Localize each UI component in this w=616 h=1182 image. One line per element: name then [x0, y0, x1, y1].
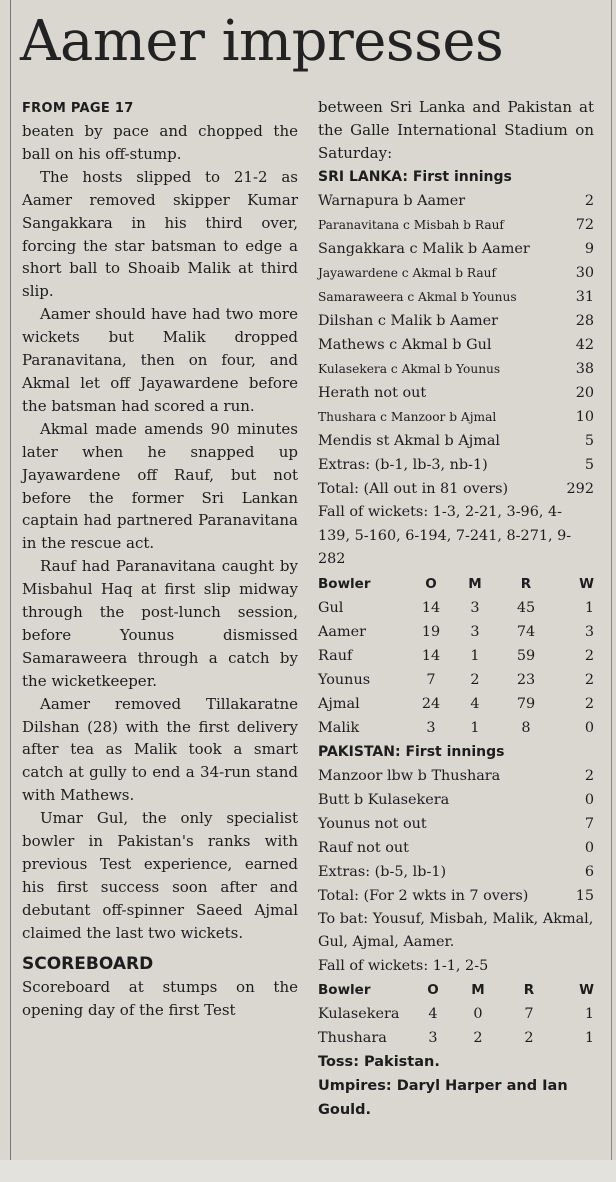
paragraph: Aamer should have had two more wickets but Malik dropped Paranavitana, then on four, and Akmal let off Jayawardene before the batsman had scored a run.	[22, 305, 298, 415]
wickets: 2	[584, 695, 594, 712]
batting-row	[318, 429, 594, 453]
overs: 19	[421, 623, 441, 640]
batsman-dismissal: Dilshan c Malik b Aamer	[318, 313, 499, 329]
bowling-header	[318, 978, 594, 1002]
batsman-dismissal: Manzoor lbw b Thushara	[318, 767, 501, 784]
col-maidens: M	[471, 982, 485, 998]
pakistan-batting-list	[318, 764, 594, 908]
col-runs: R	[520, 575, 532, 592]
bowling-row	[318, 644, 594, 668]
bowling-row	[318, 716, 594, 740]
runs: 5	[584, 457, 594, 473]
scoreboard-intro: Scoreboard at stumps on the opening day of the first Test	[22, 977, 298, 1019]
col-maidens: M	[468, 575, 482, 592]
scoreboard-column	[318, 96, 594, 1122]
runs-conceded: 8	[521, 719, 531, 736]
overs: 3	[426, 719, 436, 736]
maidens: 2	[470, 671, 480, 688]
batting-row	[318, 788, 594, 812]
runs-conceded: 59	[516, 647, 536, 664]
sri-lanka-batting-list	[318, 189, 594, 501]
col-bowler: Bowler	[318, 982, 371, 998]
overs: 4	[428, 1006, 438, 1022]
bowling-row	[318, 1002, 594, 1026]
scoreboard-heading: SCOREBOARD	[22, 953, 154, 974]
runs: 2	[584, 767, 594, 784]
batsman-dismissal: Kulasekera c Akmal b Younus	[318, 362, 501, 376]
overs: 14	[421, 647, 441, 664]
runs-conceded: 79	[516, 695, 536, 712]
runs: 10	[575, 409, 594, 425]
runs: 2	[584, 193, 594, 209]
bowler-name: Malik	[318, 719, 360, 736]
wickets: 3	[584, 623, 594, 640]
runs-conceded: 74	[516, 623, 536, 640]
column-rule-left	[10, 0, 11, 1160]
col-runs: R	[523, 982, 535, 998]
batsman-dismissal: Total: (For 2 wkts in 7 overs)	[318, 887, 529, 904]
runs: 31	[575, 289, 594, 305]
batsman-dismissal: Butt b Kulasekera	[318, 791, 450, 808]
wickets: 1	[584, 599, 594, 616]
runs: 0	[584, 791, 594, 808]
wickets: 1	[584, 1006, 594, 1022]
col-wickets: W	[579, 982, 594, 998]
paragraph: Aamer removed Tillakaratne Dilshan (28) with the first delivery after tea as Malik took a smart catch at gully to end a 34-run stand with Mathews.	[22, 694, 298, 805]
batsman-dismissal: Jayawardene c Akmal b Rauf	[318, 266, 497, 280]
runs: 6	[584, 863, 594, 880]
batting-row	[318, 836, 594, 860]
runs: 9	[584, 241, 594, 257]
batting-row	[318, 812, 594, 836]
maidens: 3	[470, 623, 480, 640]
article-column-left	[22, 100, 298, 1021]
batsman-dismissal: Sangakkara c Malik b Aamer	[318, 241, 530, 257]
runs: 38	[575, 361, 594, 377]
batting-row	[318, 453, 594, 477]
runs: 20	[575, 385, 594, 401]
umpires-line: Umpires: Daryl Harper and Ian Gould.	[318, 1078, 568, 1118]
overs: 24	[421, 695, 441, 712]
bowler-name: Kulasekera	[318, 1006, 400, 1022]
batsman-dismissal: Total: (All out in 81 overs)	[318, 481, 509, 497]
batsman-dismissal: Mendis st Akmal b Ajmal	[318, 433, 501, 449]
sri-lanka-bowling-table	[318, 1002, 594, 1050]
maidens: 1	[470, 719, 480, 736]
batting-row	[318, 285, 594, 309]
runs: 5	[584, 433, 594, 449]
bowler-name: Gul	[318, 599, 344, 616]
bowler-name: Rauf	[318, 647, 353, 664]
batting-row	[318, 860, 594, 884]
bowling-header	[318, 572, 594, 596]
batting-row	[318, 884, 594, 908]
batting-row	[318, 237, 594, 261]
pakistan-innings-heading: PAKISTAN: First innings	[318, 743, 505, 760]
batting-row	[318, 333, 594, 357]
wickets: 1	[584, 1030, 594, 1046]
maidens: 1	[470, 647, 480, 664]
maidens: 4	[470, 695, 480, 712]
sri-lanka-innings-heading: SRI LANKA: First innings	[318, 169, 512, 185]
runs-conceded: 7	[524, 1006, 534, 1022]
paragraph: beaten by pace and chopped the ball on his off-stump.	[22, 122, 298, 163]
runs: 15	[575, 887, 594, 904]
bowler-name: Ajmal	[318, 695, 360, 712]
batting-row	[318, 189, 594, 213]
batting-row	[318, 764, 594, 788]
runs-conceded: 2	[524, 1030, 534, 1046]
to-bat-line: To bat: Yousuf, Misbah, Malik, Akmal, Gul, Ajmal, Aamer.	[318, 910, 594, 950]
col-bowler: Bowler	[318, 575, 371, 592]
runs: 7	[584, 815, 594, 832]
paragraph: Akmal made amends 90 minutes later when he snapped up Jayawardene off Rauf, but not before the former Sri Lankan captain had partnered Paranavitana in the rescue act.	[22, 419, 298, 553]
toss-line: Toss: Pakistan.	[318, 1054, 440, 1070]
pakistan-bowling-table	[318, 596, 594, 740]
batsman-dismissal: Warnapura b Aamer	[318, 193, 466, 209]
bowler-name: Younus	[318, 671, 371, 688]
batsman-dismissal: Thushara c Manzoor b Ajmal	[318, 410, 497, 424]
runs-conceded: 23	[516, 671, 536, 688]
batsman-dismissal: Younus not out	[318, 815, 427, 832]
batting-row	[318, 213, 594, 237]
runs: 72	[575, 217, 594, 233]
batsman-dismissal: Extras: (b-5, lb-1)	[318, 863, 447, 880]
runs: 0	[584, 839, 594, 856]
paragraph: Rauf had Paranavitana caught by Misbahul Haq at first slip midway through the post-lunch session, before Younus dismissed Samaraweera through a catch by the wicketkeeper.	[22, 557, 298, 690]
sri-lanka-fall-of-wickets: Fall of wickets: 1-3, 2-21, 3-96, 4-139, 5-160, 6-194, 7-241, 8-271, 9-282	[318, 504, 572, 567]
batsman-dismissal: Rauf not out	[318, 839, 409, 856]
runs: 42	[575, 337, 594, 353]
wickets: 2	[584, 671, 594, 688]
batsman-dismissal: Paranavitana c Misbah b Rauf	[318, 218, 504, 232]
batting-row	[318, 405, 594, 429]
batsman-dismissal: Mathews c Akmal b Gul	[318, 337, 492, 353]
bowling-row	[318, 692, 594, 716]
batsman-dismissal: Herath not out	[318, 385, 427, 401]
batting-row	[318, 477, 594, 501]
runs: 30	[575, 265, 594, 281]
bowling-row	[318, 668, 594, 692]
page-bottom-margin	[0, 1160, 616, 1182]
runs-conceded: 45	[516, 599, 536, 616]
paragraph: The hosts slipped to 21-2 as Aamer removed skipper Kumar Sangakkara in his third over, forcing the star batsman to edge a short ball to Shoaib Malik at third slip.	[22, 167, 298, 301]
overs: 3	[428, 1030, 438, 1046]
bowling-row	[318, 1026, 594, 1050]
headline: Aamer impresses	[20, 9, 504, 74]
col-wickets: W	[579, 575, 594, 592]
overs: 7	[426, 671, 436, 688]
scoreboard-intro-continued: between Sri Lanka and Pakistan at the Galle International Stadium on Saturday:	[318, 98, 594, 162]
bowling-row	[318, 596, 594, 620]
batsman-dismissal: Samaraweera c Akmal b Younus	[318, 290, 517, 304]
maidens: 0	[473, 1006, 483, 1022]
batting-row	[318, 381, 594, 405]
runs: 28	[575, 313, 594, 329]
maidens: 2	[473, 1030, 483, 1046]
batting-row	[318, 357, 594, 381]
bowler-name: Thushara	[318, 1030, 387, 1046]
jump-line: FROM PAGE 17	[22, 101, 134, 116]
col-overs: O	[425, 575, 437, 592]
column-rule-right	[611, 0, 612, 1160]
batsman-dismissal: Extras: (b-1, lb-3, nb-1)	[318, 457, 488, 473]
maidens: 3	[470, 599, 480, 616]
bowling-row	[318, 620, 594, 644]
batting-row	[318, 261, 594, 285]
batting-row	[318, 309, 594, 333]
bowler-name: Aamer	[318, 623, 367, 640]
overs: 14	[421, 599, 441, 616]
col-overs: O	[427, 982, 439, 998]
runs: 292	[566, 481, 594, 497]
pakistan-fall-of-wickets: Fall of wickets: 1-1, 2-5	[318, 957, 489, 974]
paragraph: Umar Gul, the only specialist bowler in Pakistan's ranks with previous Test experience, earned his first success soon after and debutant off-spinner Saeed Ajmal claimed the last two wickets.	[22, 809, 298, 942]
wickets: 2	[584, 647, 594, 664]
wickets: 0	[584, 719, 594, 736]
